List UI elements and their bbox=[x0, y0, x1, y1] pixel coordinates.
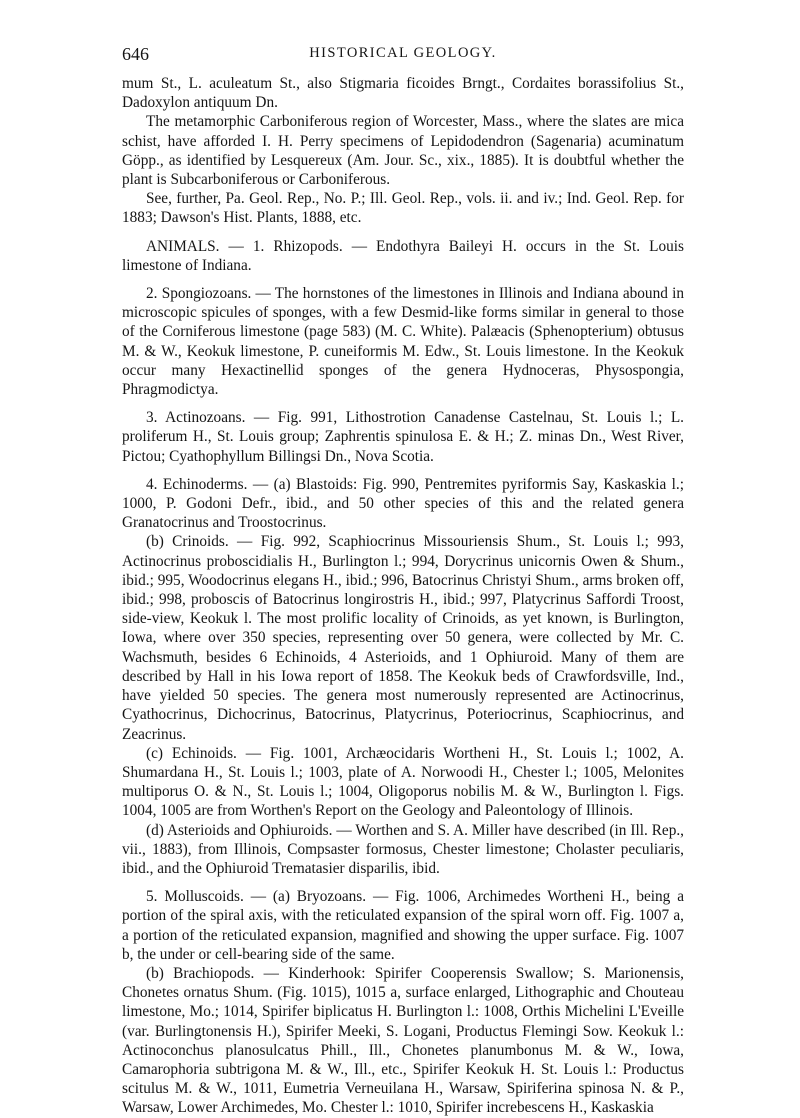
section-molluscoids: 5. Molluscoids. — (a) Bryozoans. — Fig. 1006, Archimedes Wortheni H., being a portion of the spiral axis, with the reticulated expansion of the spiral worn off. Fig. 1007 a, a portion of the reticulated expansion, magnified and showing the upper surface. Fig. 1007 b, the under or cell-bearing side of the same. bbox=[122, 888, 684, 963]
page-body bbox=[122, 74, 684, 1118]
paragraph-brachiopods: (b) Brachiopods. — Kinderhook: Spirifer Cooperensis Swallow; S. Marionensis, Chonetes ornatus Shum. (Fig. 1015), 1015 a, surface enlarged, Lithographic and Chouteau limestone, Mo.; 1014, Spirifer biplicatus H. Burlington l.: 1008, Orthis Michelini L'Eveille (var. Burlingtonensis H.), Spirifer Meeki, S. Logani, Productus Flemingi Sow. Keokuk l.: Actinoconchus planosulcatus Phill., Ill., Chonetes planumbonus M. & W., Iowa, Camarophoria subtrigona M. & W., Ill., etc., Spirifer Keokuk H. St. Louis l.: Productus scitulus M. & W., 1011, Eumetria Verneuilana H., Warsaw, Spiriferina spinosa N. & P., Warsaw, Lower Archimedes, Mo. Chester l.: 1010, Spirifer increbescens H., Kaskaskia bbox=[122, 964, 684, 1117]
page-header bbox=[122, 44, 684, 66]
section-spongiozoans: 2. Spongiozoans. — The hornstones of the limestones in Illinois and Indiana abound in microscopic spicules of sponges, with a few Desmid-like forms similar in general to those of the Corniferous limestone (page 583) (M. C. White). Palæacis (Sphenopterium) obtusus M. & W., Keokuk limestone, P. cuneiformis M. Edw., St. Louis limestone. In the Keokuk occur many Hexactinellid sponges of the genera Hydnoceras, Physospongia, Phragmodictya. bbox=[122, 285, 684, 399]
paragraph: The metamorphic Carboniferous region of Worcester, Mass., where the slates are mica schist, have afforded I. H. Perry specimens of Lepidodendron (Sagenaria) acuminatum Göpp., as identified by Lesquereux (Am. Jour. Sc., xix., 1885). It is doubtful whether the plant is Subcarboniferous or Carboniferous. bbox=[122, 113, 684, 189]
page-number: 646 bbox=[122, 44, 149, 64]
paragraph: See, further, Pa. Geol. Rep., No. P.; Ill. Geol. Rep., vols. ii. and iv.; Ind. Geol. Rep. for 1883; Dawson's Hist. Plants, 1888, etc. bbox=[122, 190, 684, 227]
section-animals-rhizopods: ANIMALS. — 1. Rhizopods. — Endothyra Baileyi H. occurs in the St. Louis limestone of Indiana. bbox=[122, 237, 684, 274]
paragraph-crinoids: (b) Crinoids. — Fig. 992, Scaphiocrinus Missouriensis Shum., St. Louis l.; 993, Actinocrinus proboscidialis H., Burlington l.; 994, Dorycrinus unicornis Owen & Shum., ibid.; 995, Woodocrinus elegans H., ibid.; 996, Batocrinus Christyi Shum., arms broken off, ibid.; 998, proboscis of Batocrinus longirostris H., ibid.; 997, Platycrinus Saffordi Troost, side-view, Keokuk l. The most prolific locality of Crinoids, as yet known, is Burlington, Iowa, where over 350 species, representing over 50 genera, were collected by Mr. C. Wachsmuth, besides 6 Echinoids, 4 Asterioids, and 1 Ophiuroid. Many of them are described by Hall in his Iowa report of 1858. The Keokuk beds of Crawfordsville, Ind., have yielded 50 species. The genera most numerously represented are Actinocrinus, Cyathocrinus, Dichocrinus, Batocrinus, Platycrinus, Poteriocrinus, Scaphiocrinus, and Zeacrinus. bbox=[122, 533, 684, 743]
section-actinozoans: 3. Actinozoans. — Fig. 991, Lithostrotion Canadense Castelnau, St. Louis l.; L. proliferum H., St. Louis group; Zaphrentis spinulosa E. & H.; Z. minas Dn., West River, Pictou; Cyathophyllum Billingsi Dn., Nova Scotia. bbox=[122, 409, 684, 465]
paragraph-echinoids: (c) Echinoids. — Fig. 1001, Archæocidaris Wortheni H., St. Louis l.; 1002, A. Shumardana H., St. Louis l.; 1003, plate of A. Norwoodi H., Chester l.; 1005, Melonites multiporus O. & N., St. Louis l.; 1004, Oligoporus nobilis M. & W., Burlington l. Figs. 1004, 1005 are from Worthen's Report on the Geology and Paleontology of Illinois. bbox=[122, 744, 684, 820]
paragraph-asterioids: (d) Asterioids and Ophiuroids. — Worthen and S. A. Miller have described (in Ill. Rep., vii., 1883), from Illinois, Compsaster formosus, Chester limestone; Cholaster peculiaris, ibid., and the Ophiuroid Trematasier disparilis, ibid. bbox=[122, 821, 684, 877]
section-echinoderms: 4. Echinoderms. — (a) Blastoids: Fig. 990, Pentremites pyriformis Say, Kaskaskia l.; 1000, P. Godoni Defr., ibid., and 50 other species of this and the related genera Granatocrinus and Troostocrinus. bbox=[122, 475, 684, 532]
running-title: HISTORICAL GEOLOGY. bbox=[309, 45, 497, 61]
paragraph: mum St., L. aculeatum St., also Stigmaria ficoides Brngt., Cordaites borassifolius St., Dadoxylon antiquum Dn. bbox=[122, 75, 684, 112]
